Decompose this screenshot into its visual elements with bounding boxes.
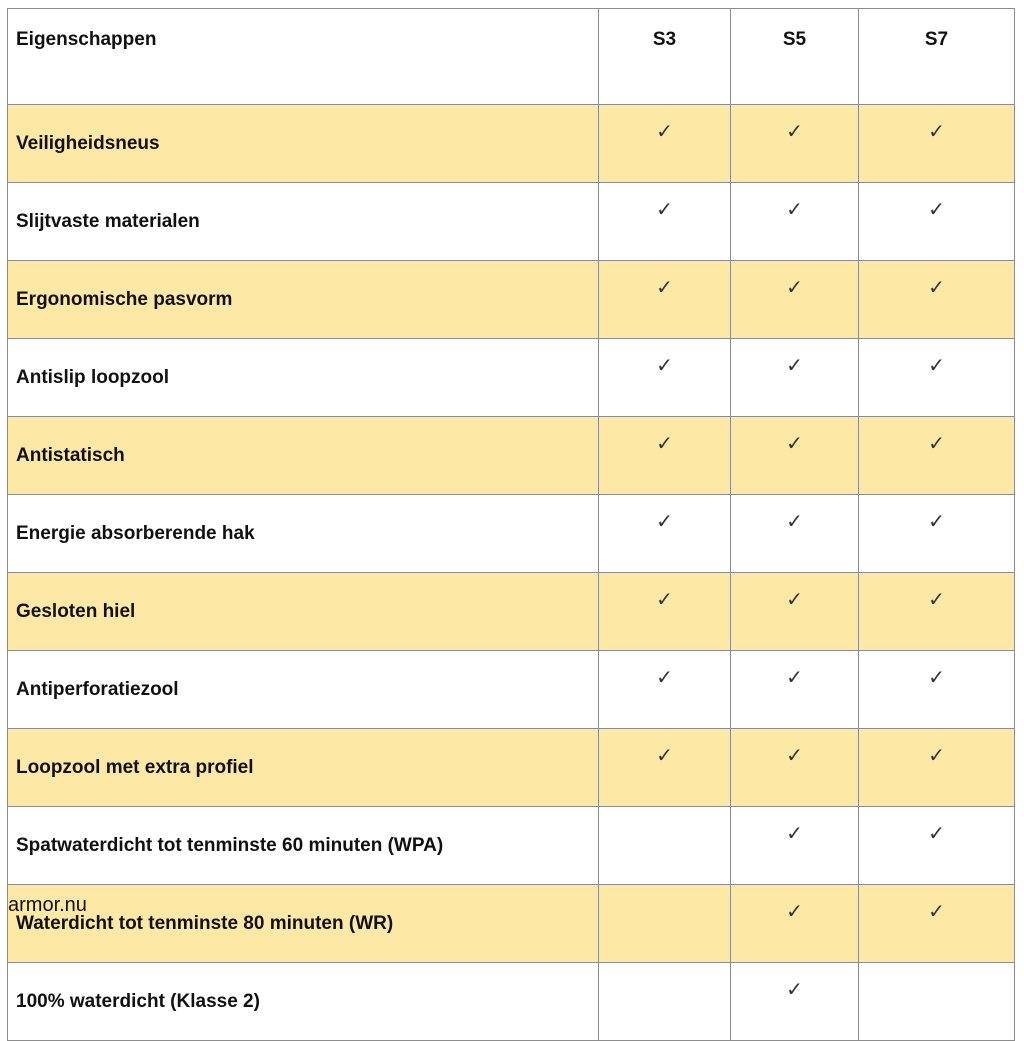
table-header-row <box>8 9 1015 105</box>
s3-check: ✓ <box>599 339 731 417</box>
table-row <box>8 807 1015 885</box>
s3-check: ✓ <box>599 573 731 651</box>
property-label: Ergonomische pasvorm <box>8 261 599 339</box>
s3-check <box>599 807 731 885</box>
table-row <box>8 573 1015 651</box>
table-row <box>8 339 1015 417</box>
s5-check: ✓ <box>731 651 859 729</box>
s5-check: ✓ <box>731 105 859 183</box>
s7-check: ✓ <box>859 885 1015 963</box>
s3-check: ✓ <box>599 651 731 729</box>
s5-check: ✓ <box>731 339 859 417</box>
s3-check: ✓ <box>599 729 731 807</box>
s3-check: ✓ <box>599 495 731 573</box>
property-label: Loopzool met extra profiel <box>8 729 599 807</box>
s3-check: ✓ <box>599 105 731 183</box>
s7-check: ✓ <box>859 339 1015 417</box>
source-caption: armor.nu <box>8 894 87 916</box>
property-label: Gesloten hiel <box>8 573 599 651</box>
column-header-s3: S3 <box>599 9 731 105</box>
s7-check: ✓ <box>859 573 1015 651</box>
property-label: 100% waterdicht (Klasse 2) <box>8 963 599 1041</box>
s7-check: ✓ <box>859 651 1015 729</box>
column-header-s5: S5 <box>731 9 859 105</box>
s3-check: ✓ <box>599 183 731 261</box>
property-label: Slijtvaste materialen <box>8 183 599 261</box>
table-row <box>8 261 1015 339</box>
table-row <box>8 495 1015 573</box>
s3-check <box>599 963 731 1041</box>
s7-check: ✓ <box>859 495 1015 573</box>
property-label: Antistatisch <box>8 417 599 495</box>
table-row <box>8 963 1015 1041</box>
property-label: Spatwaterdicht tot tenminste 60 minuten (WPA) <box>8 807 599 885</box>
s3-check <box>599 885 731 963</box>
s5-check: ✓ <box>731 183 859 261</box>
s3-check: ✓ <box>599 417 731 495</box>
property-label: Veiligheidsneus <box>8 105 599 183</box>
s5-check: ✓ <box>731 807 859 885</box>
table-row <box>8 417 1015 495</box>
safety-shoe-comparison-table <box>7 8 1015 1041</box>
s7-check: ✓ <box>859 183 1015 261</box>
s7-check: ✓ <box>859 261 1015 339</box>
s7-check: ✓ <box>859 417 1015 495</box>
s5-check: ✓ <box>731 261 859 339</box>
column-header-eigenschappen: Eigenschappen <box>8 9 599 105</box>
table-row <box>8 651 1015 729</box>
s3-check: ✓ <box>599 261 731 339</box>
table-row <box>8 183 1015 261</box>
s7-check: ✓ <box>859 807 1015 885</box>
s5-check: ✓ <box>731 495 859 573</box>
s5-check: ✓ <box>731 729 859 807</box>
s5-check: ✓ <box>731 963 859 1041</box>
s5-check: ✓ <box>731 885 859 963</box>
property-label: Antiperforatiezool <box>8 651 599 729</box>
table-row <box>8 885 1015 963</box>
table-row <box>8 729 1015 807</box>
s7-check: ✓ <box>859 729 1015 807</box>
property-label: Energie absorberende hak <box>8 495 599 573</box>
property-label: Waterdicht tot tenminste 80 minuten (WR) <box>8 885 599 963</box>
s7-check <box>859 963 1015 1041</box>
column-header-s7: S7 <box>859 9 1015 105</box>
s5-check: ✓ <box>731 417 859 495</box>
property-label: Antislip loopzool <box>8 339 599 417</box>
s7-check: ✓ <box>859 105 1015 183</box>
s5-check: ✓ <box>731 573 859 651</box>
table-row <box>8 105 1015 183</box>
